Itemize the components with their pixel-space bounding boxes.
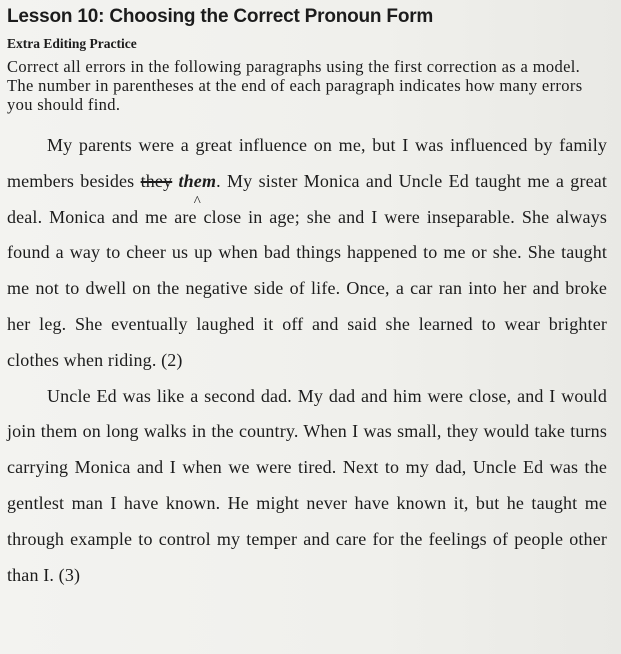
paragraph-2 [7, 379, 607, 594]
paragraph-1-text: My parents were a great influence on me, but I was influenced by family members besides [7, 135, 607, 191]
correction-word [178, 170, 217, 210]
paragraph-1 [7, 128, 607, 379]
paragraph-1-rest: . My sister Monica and Uncle Ed taught me a great deal. Monica and me are close in age; she and I were inseparable. She always found a way to cheer us up when bad things happened to me or she. She taught me not to dwell on the negative side of life. Once, a car ran into her and broke her leg. She eventually laughed it off and said she learned to wear brighter clothes when riding. (2) [7, 170, 608, 370]
caret-mark: ^ [193, 193, 201, 210]
correction-text: them [178, 170, 217, 191]
instructions: Correct all errors in the following paragraphs using the first correction as a model. The number in parentheses at the end of each paragraph indicates how many errors you should find. [7, 57, 583, 114]
struck-word: they [140, 170, 173, 191]
subtitle: Extra Editing Practice [7, 36, 137, 51]
paragraph-2-text: Uncle Ed was like a second dad. My dad and him were close, and I would join them on long walks in the country. When I was small, they would take turns carrying Monica and I when we were tired. Next to my dad, Uncle Ed was the gentlest man I have known. He might never have known it, but he taught me through example to control my temper and care for the feelings of people other than I. (3) [7, 385, 607, 585]
lesson-title: Lesson 10: Choosing the Correct Pronoun Form [7, 6, 434, 27]
